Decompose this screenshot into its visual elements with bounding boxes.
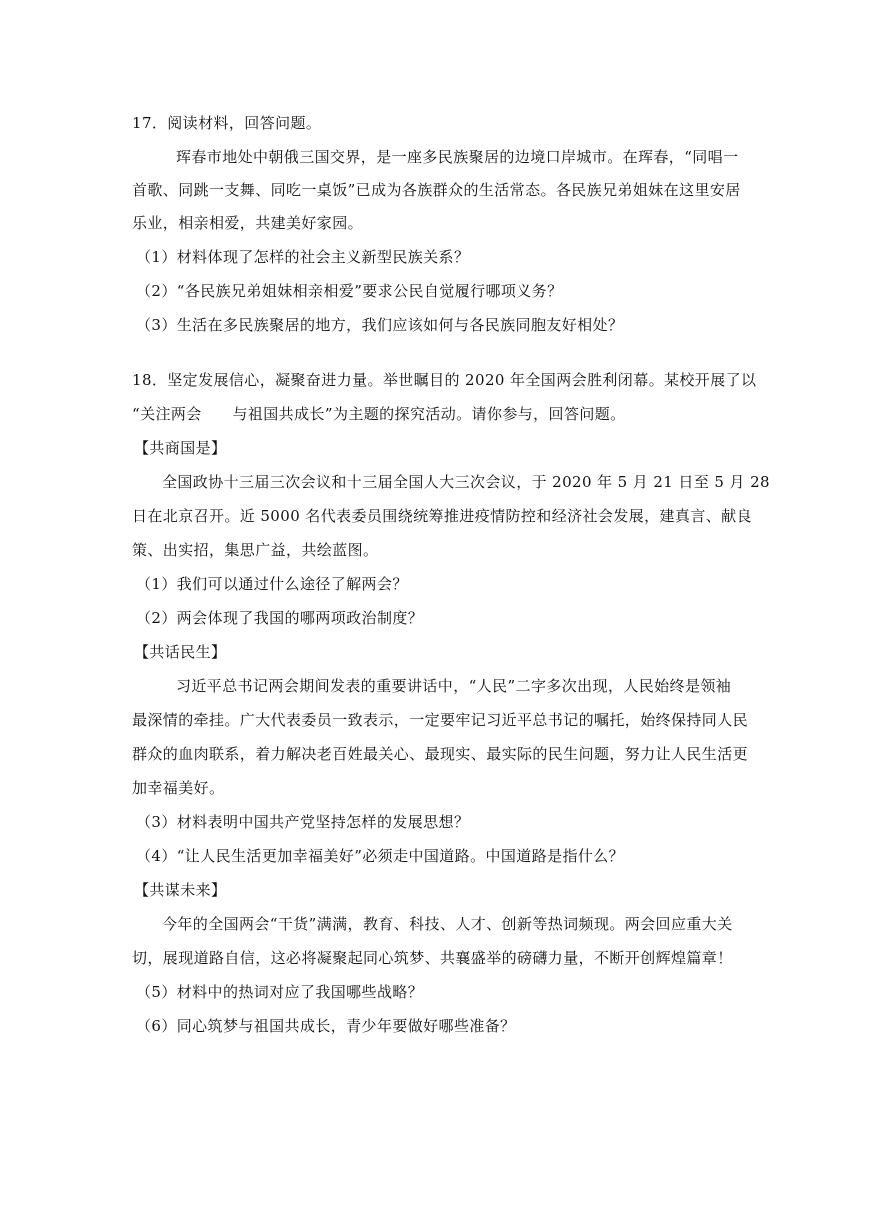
- section2-material-line: 群众的血肉联系，着力解决老百姓最关心、最现实、最实际的民生问题，努力让人民生活更: [132, 745, 749, 763]
- section2-material-line: 最深情的牵挂。广大代表委员一致表示，一定要牢记习近平总书记的嘱托，始终保持同人民: [132, 711, 749, 729]
- q17-question-1: （1）材料体现了怎样的社会主义新型民族关系？: [136, 248, 470, 266]
- q18-question-1: （1）我们可以通过什么途径了解两会？: [136, 575, 408, 593]
- q17-material-line: 乐业，相亲相爱，共建美好家园。: [132, 214, 364, 232]
- section2-material-line: 习近平总书记两会期间发表的重要讲话中，“人民”二字多次出现，人民始终是领袖: [176, 677, 732, 695]
- q18-question-6: （6）同心筑梦与祖国共成长，青少年要做好哪些准备？: [136, 1017, 516, 1035]
- section-heading-gonghua: 【共话民生】: [134, 643, 227, 661]
- q17-material-line: 首歌、同跳一支舞、同吃一桌饭”已成为各族群众的生活常态。各民族兄弟姐妹在这里安居: [132, 181, 741, 199]
- q18-intro-line: 18．坚定发展信心，凝聚奋进力量。举世瞩目的 2020 年全国两会胜利闭幕。某校开展了以: [132, 371, 757, 389]
- section-heading-gongmou: 【共谋未来】: [134, 881, 227, 899]
- section2-material-line: 加幸福美好。: [132, 779, 225, 797]
- section1-material-line: 日在北京召开。近 5000 名代表委员围绕统筹推进疫情防控和经济社会发展，建真言、献良: [132, 507, 752, 525]
- q18-question-4: （4）“让人民生活更加幸福美好”必须走中国道路。中国道路是指什么？: [136, 847, 625, 865]
- section3-material-line: 切，展现道路自信，这必将凝聚起同心筑梦、共襄盛举的磅礴力量，不断开创辉煌篇章！: [132, 949, 733, 967]
- q17-material-line: 珲春市地处中朝俄三国交界，是一座多民族聚居的边境口岸城市。在珲春，“同唱一: [176, 148, 739, 166]
- q18-question-5: （5）材料中的热词对应了我国哪些战略？: [136, 983, 424, 1001]
- q17-question-3: （3）生活在多民族聚居的地方，我们应该如何与各民族同胞友好相处？: [136, 316, 624, 334]
- section1-material-line: 全国政协十三届三次会议和十三届全国人大三次会议，于 2020 年 5 月 21 日至 5 月 28: [162, 473, 770, 491]
- q18-question-3: （3）材料表明中国共产党坚持怎样的发展思想？: [136, 813, 470, 831]
- q18-intro-line: “关注两会 与祖国共成长”为主题的探究活动。请你参与，回答问题。: [132, 405, 626, 423]
- q18-question-2: （2）两会体现了我国的哪两项政治制度？: [136, 609, 424, 627]
- section3-material-line: 今年的全国两会“干货”满满，教育、科技、人才、创新等热词频现。两会回应重大关: [162, 915, 733, 933]
- section1-material-line: 策、出实招，集思广益，共绘蓝图。: [132, 541, 379, 559]
- q17-question-2: （2）“各民族兄弟姐妹相亲相爱”要求公民自觉履行哪项义务？: [136, 282, 563, 300]
- section-heading-gongshang: 【共商国是】: [134, 439, 227, 457]
- q17-title: 17．阅读材料，回答问题。: [132, 114, 322, 132]
